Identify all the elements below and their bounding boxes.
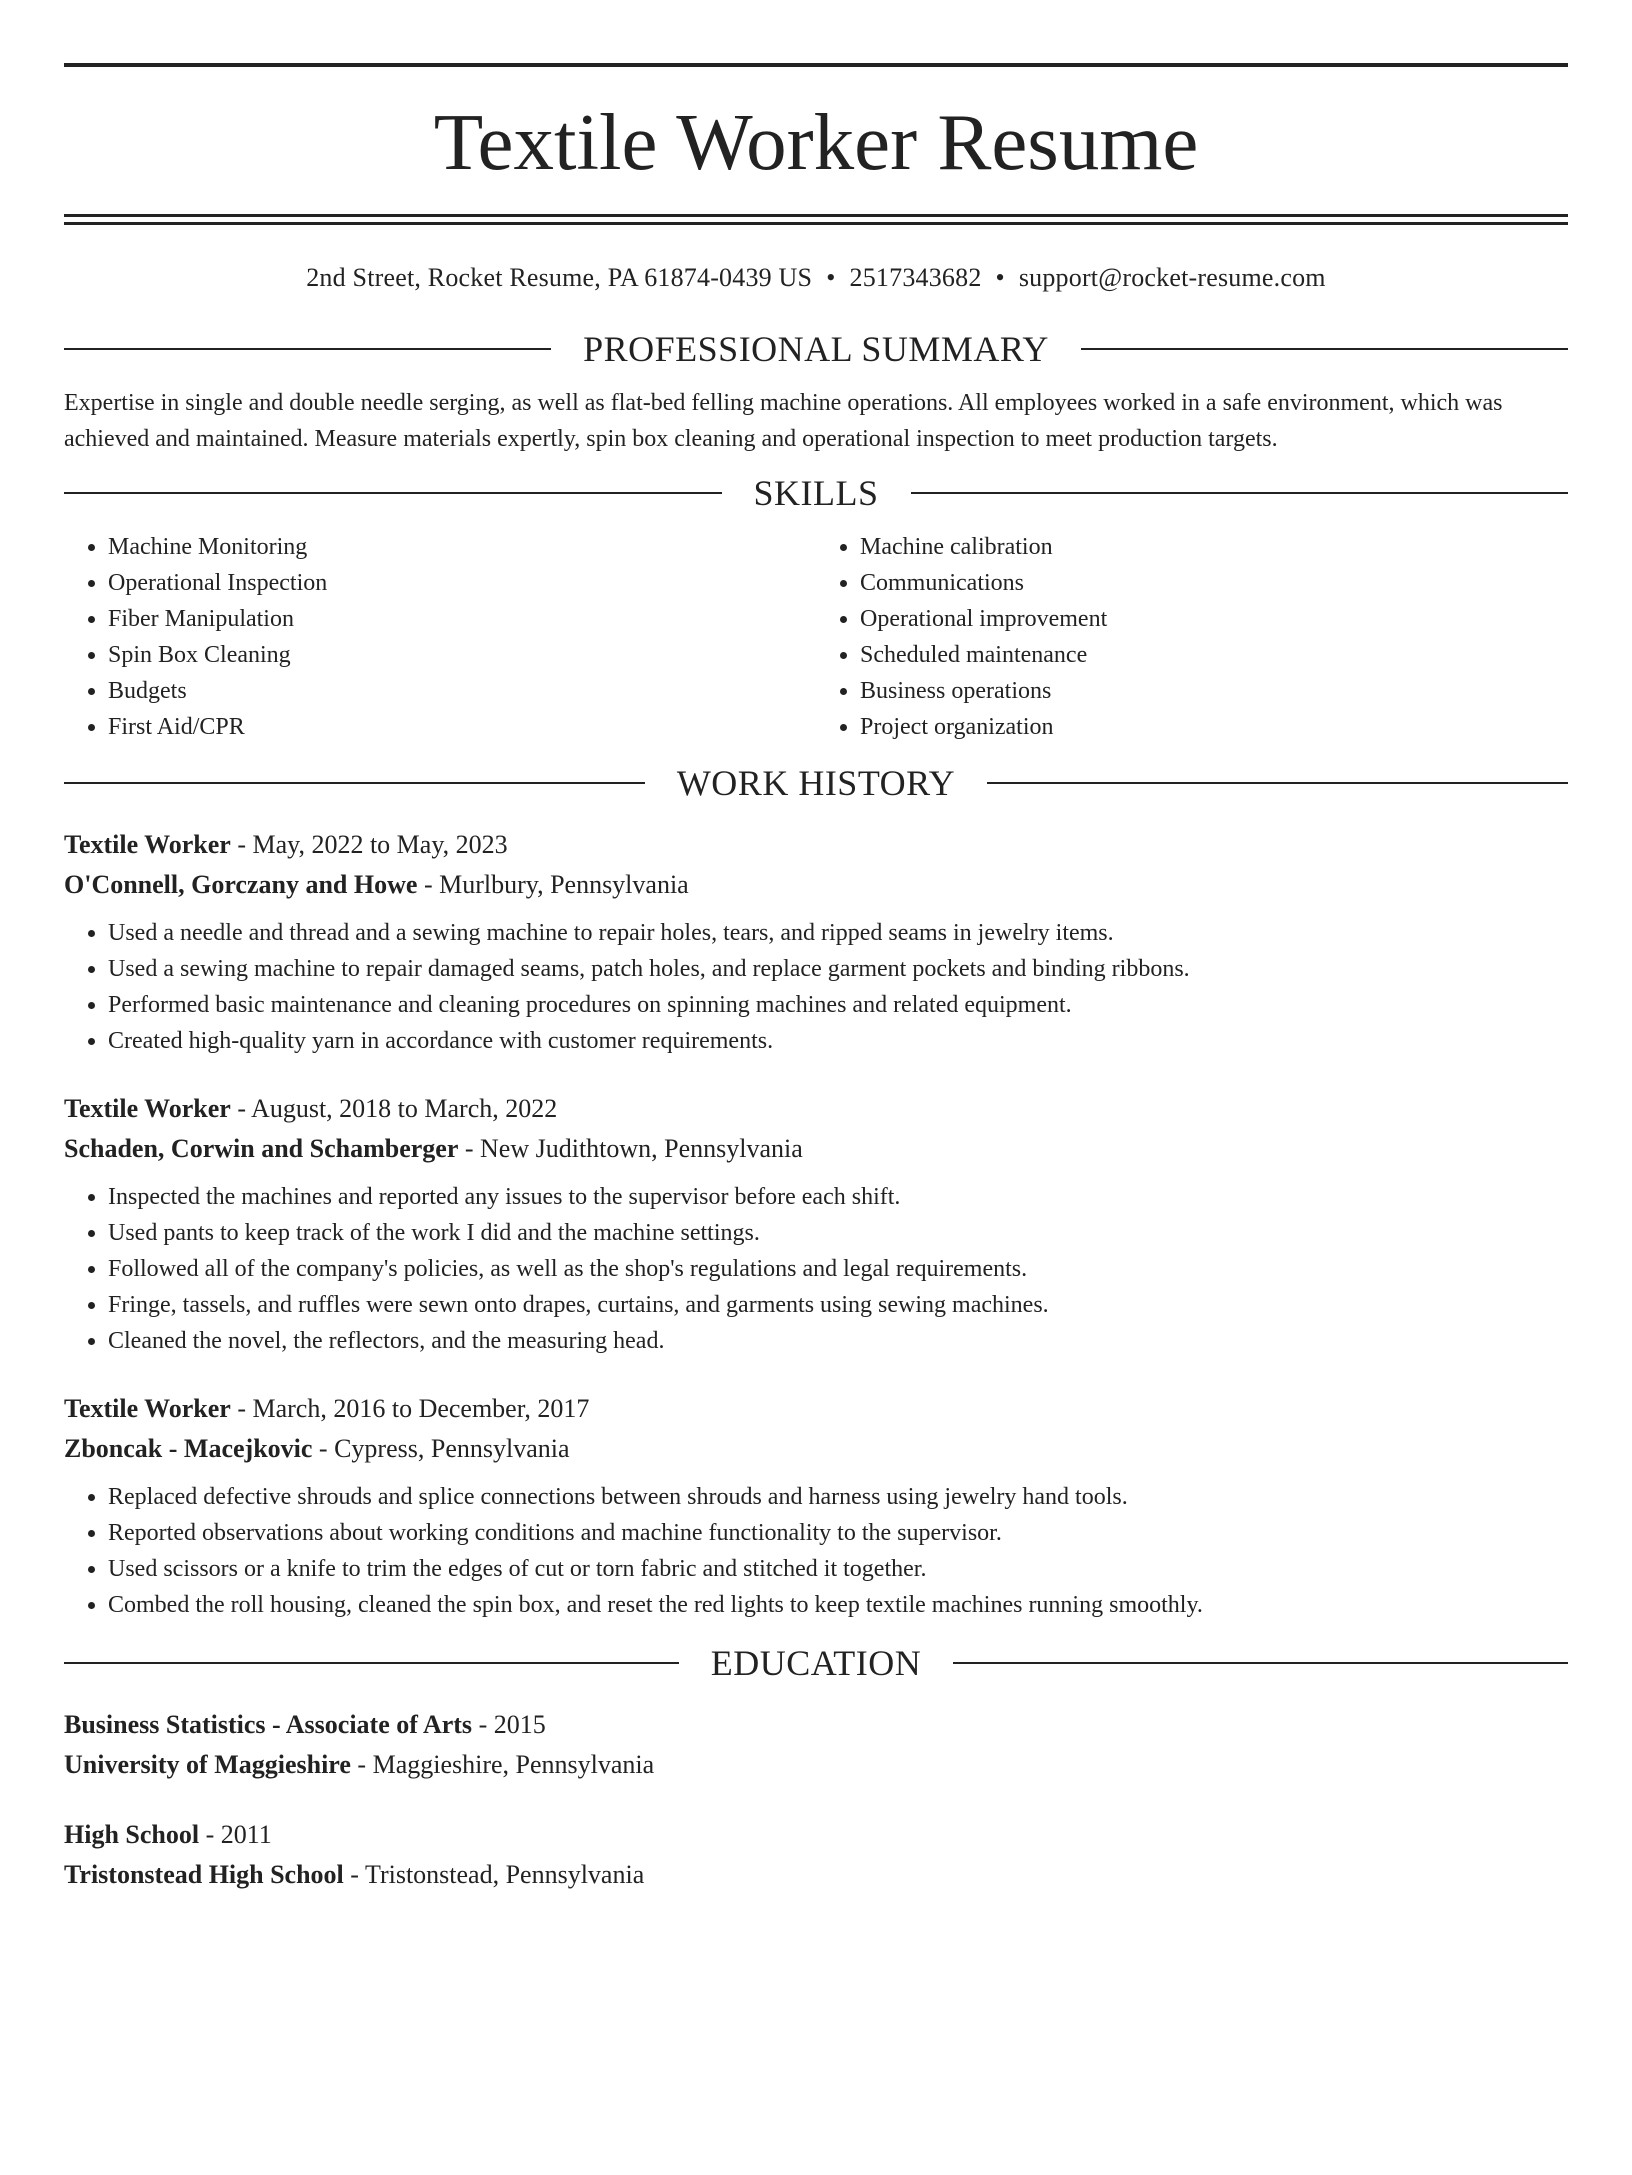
job-title: Textile Worker — [64, 1394, 231, 1423]
education-entry — [64, 1705, 1568, 1785]
skill-item: • Scheduled maintenance — [860, 637, 1568, 673]
skill-item: • Operational improvement — [860, 601, 1568, 637]
job-company-line — [64, 1129, 1568, 1169]
education-degree: Business Statistics - Associate of Arts — [64, 1710, 473, 1739]
top-rule — [64, 63, 1568, 67]
education-school: Tristonstead High School — [64, 1860, 344, 1889]
heading-rule-right — [987, 782, 1568, 784]
job-title-line — [64, 1389, 1568, 1429]
education-school: University of Maggieshire — [64, 1750, 351, 1779]
education-heading-label: EDUCATION — [710, 1643, 922, 1683]
education-degree-line — [64, 1705, 1568, 1745]
work-heading — [64, 763, 1568, 803]
skill-item: • Operational Inspection — [108, 565, 816, 601]
contact-separator: • — [995, 263, 1005, 292]
job-entry — [64, 825, 1568, 1059]
job-bullet: • Used pants to keep track of the work I did and the machine settings. — [108, 1215, 1568, 1251]
education-entry — [64, 1815, 1568, 1895]
job-bullet: • Used a needle and thread and a sewing machine to repair holes, tears, and ripped seams in jewelry items. — [108, 915, 1568, 951]
education-heading — [64, 1643, 1568, 1683]
job-title: Textile Worker — [64, 830, 231, 859]
skill-item: • First Aid/CPR — [108, 709, 816, 745]
job-entry — [64, 1389, 1568, 1623]
heading-rule-left — [64, 492, 722, 494]
education-school-line — [64, 1855, 1568, 1895]
skill-item: • Fiber Manipulation — [108, 601, 816, 637]
heading-rule-left — [64, 782, 645, 784]
heading-rule-right — [953, 1662, 1568, 1664]
resume-page — [0, 63, 1632, 2175]
skill-item: • Machine calibration — [860, 529, 1568, 565]
title-double-rule — [64, 214, 1568, 225]
contact-email: support@rocket-resume.com — [1018, 263, 1326, 292]
job-bullet: • Replaced defective shrouds and splice connections between shrouds and harness using jewelry hand tools. — [108, 1479, 1568, 1515]
job-company-line — [64, 1429, 1568, 1469]
education-school-line — [64, 1745, 1568, 1785]
job-company: Schaden, Corwin and Schamberger — [64, 1134, 459, 1163]
job-bullet: • Followed all of the company's policies, as well as the shop's regulations and legal requirements. — [108, 1251, 1568, 1287]
skill-item: • Spin Box Cleaning — [108, 637, 816, 673]
job-dates: - May, 2022 to May, 2023 — [230, 830, 508, 859]
skill-item: • Business operations — [860, 673, 1568, 709]
skills-heading — [64, 473, 1568, 513]
summary-text: Expertise in single and double needle serging, as well as flat-bed felling machine operations. All employees worked in a safe environment, which was achieved and maintained. Measure materials expertly, spin box cleaning and operational inspection to meet production targets. — [64, 390, 1503, 452]
job-bullet: • Used scissors or a knife to trim the edges of cut or torn fabric and stitched it together. — [108, 1551, 1568, 1587]
job-bullet: • Combed the roll housing, cleaned the spin box, and reset the red lights to keep textile machines running smoothly. — [108, 1587, 1568, 1623]
job-bullet: • Used a sewing machine to repair damaged seams, patch holes, and replace garment pockets and binding ribbons. — [108, 951, 1568, 987]
job-location: - Murlbury, Pennsylvania — [417, 870, 689, 899]
summary-heading — [64, 329, 1568, 369]
education-degree: High School — [64, 1820, 200, 1849]
job-bullet: • Reported observations about working conditions and machine functionality to the supervisor. — [108, 1515, 1568, 1551]
job-bullet: • Fringe, tassels, and ruffles were sewn onto drapes, curtains, and garments using sewing machines. — [108, 1287, 1568, 1323]
job-bullets — [64, 1179, 1568, 1359]
job-bullets — [64, 1479, 1568, 1623]
skill-item: • Project organization — [860, 709, 1568, 745]
skills-columns — [64, 529, 1568, 745]
job-company: Zboncak - Macejkovic — [64, 1434, 313, 1463]
job-title-line — [64, 825, 1568, 865]
education-year: - 2015 — [472, 1710, 546, 1739]
skills-heading-label: SKILLS — [753, 473, 879, 513]
skill-item: • Budgets — [108, 673, 816, 709]
job-company: O'Connell, Gorczany and Howe — [64, 870, 418, 899]
job-entry — [64, 1089, 1568, 1359]
job-bullets — [64, 915, 1568, 1059]
heading-rule-left — [64, 1662, 679, 1664]
job-title: Textile Worker — [64, 1094, 231, 1123]
heading-rule-right — [911, 492, 1569, 494]
page-title: Textile Worker Resume — [433, 97, 1199, 187]
work-heading-label: WORK HISTORY — [676, 763, 956, 803]
job-bullet: • Inspected the machines and reported any issues to the supervisor before each shift. — [108, 1179, 1568, 1215]
heading-rule-left — [64, 348, 551, 350]
job-bullet: • Created high-quality yarn in accordance with customer requirements. — [108, 1023, 1568, 1059]
job-dates: - August, 2018 to March, 2022 — [230, 1094, 558, 1123]
job-bullet: • Cleaned the novel, the reflectors, and the measuring head. — [108, 1323, 1568, 1359]
contact-phone: 2517343682 — [849, 263, 982, 292]
education-location: - Tristonstead, Pennsylvania — [343, 1860, 645, 1889]
education-year: - 2011 — [199, 1820, 272, 1849]
job-bullet: • Performed basic maintenance and cleaning procedures on spinning machines and related equipment. — [108, 987, 1568, 1023]
job-location: - Cypress, Pennsylvania — [312, 1434, 570, 1463]
skill-item: • Communications — [860, 565, 1568, 601]
skills-list-left — [64, 529, 816, 745]
summary-heading-label: PROFESSIONAL SUMMARY — [583, 329, 1049, 369]
skill-item: • Machine Monitoring — [108, 529, 816, 565]
skills-list-right — [816, 529, 1568, 745]
contact-separator: • — [826, 263, 836, 292]
education-location: - Maggieshire, Pennsylvania — [350, 1750, 655, 1779]
job-location: - New Judithtown, Pennsylvania — [458, 1134, 803, 1163]
job-company-line — [64, 865, 1568, 905]
heading-rule-right — [1081, 348, 1568, 350]
job-dates: - March, 2016 to December, 2017 — [230, 1394, 590, 1423]
education-degree-line — [64, 1815, 1568, 1855]
contact-line — [64, 261, 1568, 295]
contact-address: 2nd Street, Rocket Resume, PA 61874-0439 US — [306, 263, 813, 292]
job-title-line — [64, 1089, 1568, 1129]
